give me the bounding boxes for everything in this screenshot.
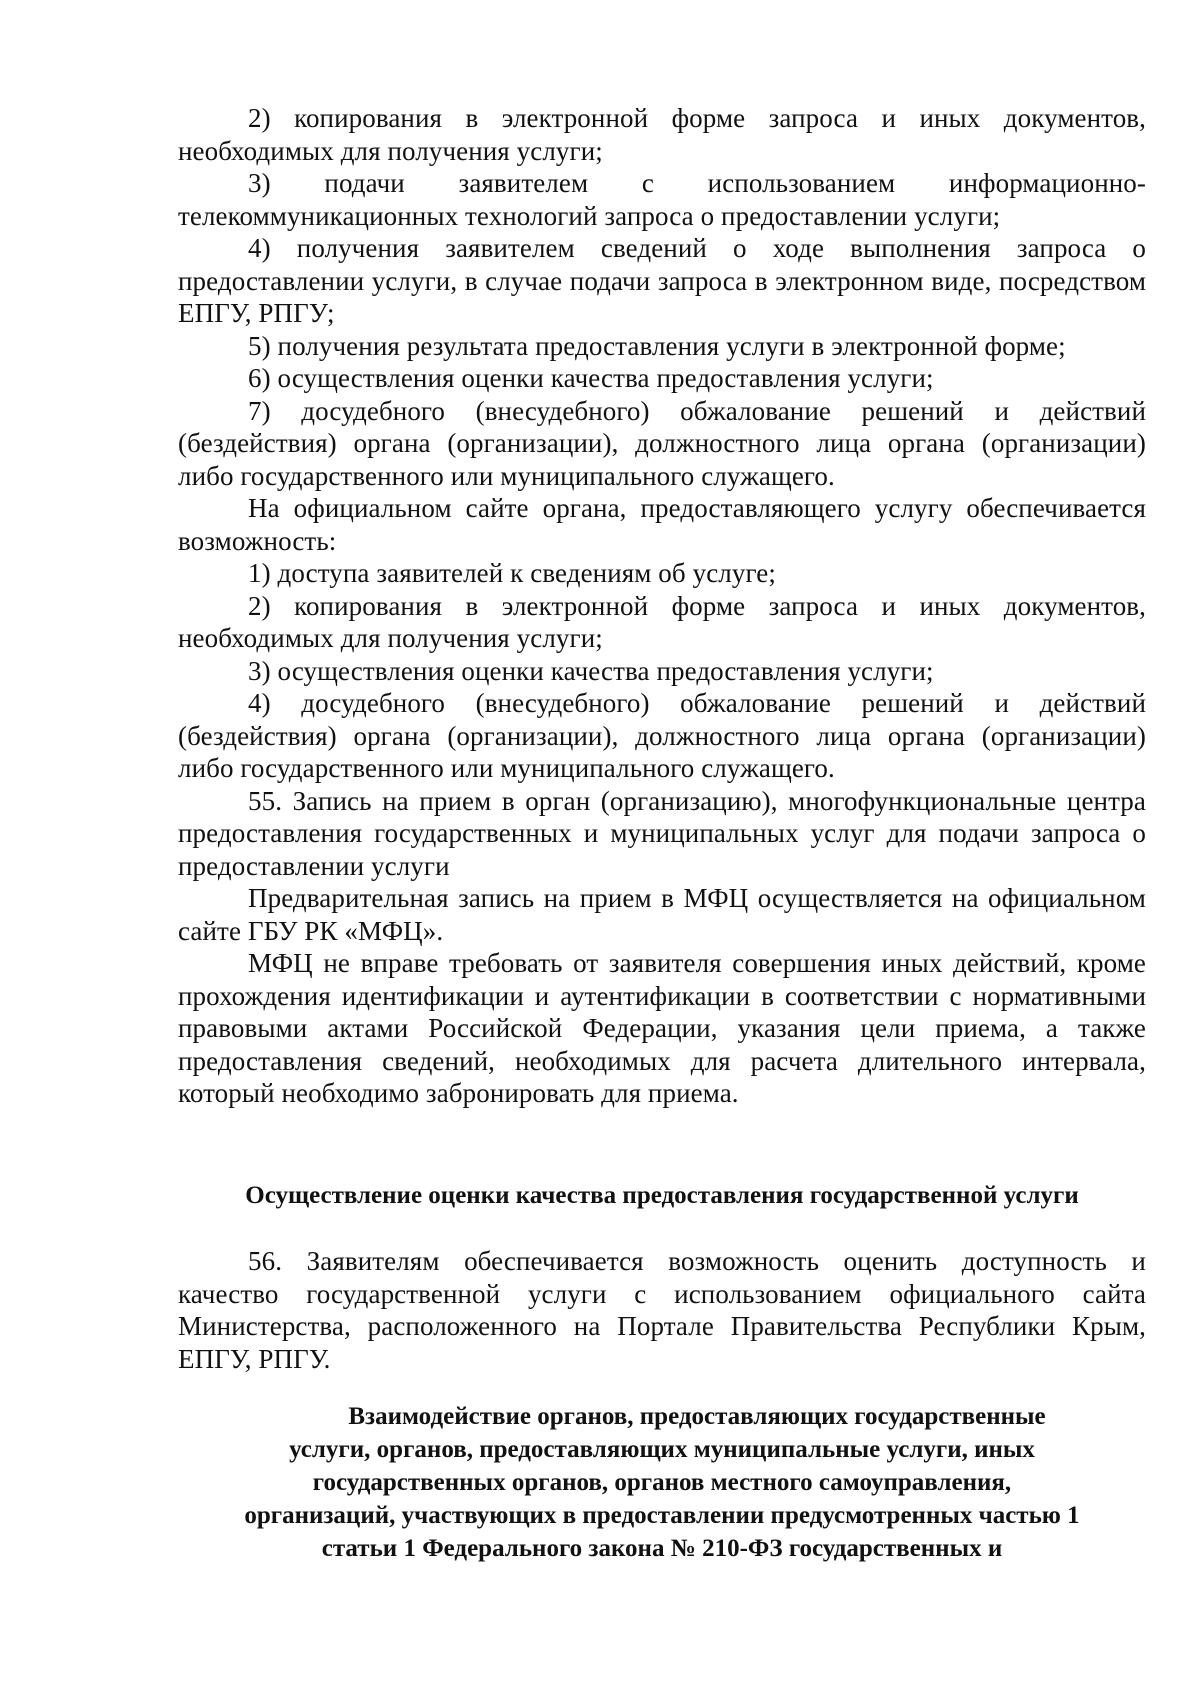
paragraph-site-item-4: 4) досудебного (внесудебного) обжалование решений и действий (бездействия) органа (организации), должностного лица органа (организации) либо государственного или муниципального служащего.	[178, 688, 1146, 783]
paragraph-55-appointment: 55. Запись на прием в орган (организацию), многофункциональные центра предоставления государственных и муниципальных услуг для подачи запроса о предоставлении услуги	[178, 785, 1146, 881]
paragraph-pre-registration: Предварительная запись на прием в МФЦ осуществляется на официальном сайте ГБУ РК «МФЦ».	[178, 883, 1146, 946]
paragraph-site-item-3: 3) осуществления оценки качества предоставления услуги;	[248, 655, 934, 686]
paragraph-56-quality-rating: 56. Заявителям обеспечивается возможность оценить доступность и качество государственной услуги с использованием официального сайта Министерства, расположенного на Портале Правительства Республики Крым, ЕПГУ, РПГУ.	[178, 1246, 1146, 1374]
heading-interaction-line-1: Взаимодействие органов, предоставляющих государственные	[348, 1403, 1046, 1430]
paragraph-site-item-2: 2) копирования в электронной форме запроса и иных документов, необходимых для получения услуги;	[178, 590, 1146, 653]
paragraph-official-site-intro: На официальном сайте органа, предоставляющего услугу обеспечивается возможность:	[178, 493, 1146, 556]
paragraph-item-3-submission: 3) подачи заявителем с использованием информационно-телекоммуникационных технологий запроса о предоставлении услуги;	[178, 168, 1146, 231]
paragraph-mfc-restrictions: МФЦ не вправе требовать от заявителя совершения иных действий, кроме прохождения идентификации и аутентификации в соответствии с нормативными правовыми актами Российской Федерации, указания цели приема, а также предоставления сведений, необходимых для расчета длительного интервала, который необходимо забронировать для приема.	[178, 948, 1146, 1108]
heading-interaction-line-4: организаций, участвующих в предоставлении предусмотренных частью 1	[244, 1502, 1080, 1529]
section-heading-quality-assessment: Осуществление оценки качества предоставления государственной услуги	[245, 1182, 1079, 1209]
paragraph-item-2-copying: 2) копирования в электронной форме запроса и иных документов, необходимых для получения услуги;	[178, 103, 1146, 166]
paragraph-site-item-1: 1) доступа заявителей к сведениям об услуге;	[248, 558, 776, 588]
section-56-block	[178, 1245, 1146, 1375]
heading-interaction-line-3: государственных органов, органов местного самоуправления,	[312, 1469, 1012, 1496]
paragraph-item-5-result: 5) получения результата предоставления услуги в электронной форме;	[248, 330, 1066, 361]
paragraph-item-6-quality: 6) осуществления оценки качества предоставления услуги;	[248, 363, 934, 393]
paragraph-item-7-appeal: 7) досудебного (внесудебного) обжалование решений и действий (бездействия) органа (организации), должностного лица органа (организации) либо государственного или муниципального служащего.	[178, 395, 1146, 491]
body-text-block	[178, 102, 1146, 1110]
heading-interaction-line-5: статьи 1 Федерального закона № 210-ФЗ государственных и	[321, 1535, 1003, 1562]
paragraph-item-4-status: 4) получения заявителем сведений о ходе выполнения запроса о предоставлении услуги, в случае подачи запроса в электронном виде, посредством ЕПГУ, РПГУ;	[178, 233, 1146, 328]
section-heading-interaction	[178, 1400, 1146, 1565]
heading-interaction-line-2: услуги, органов, предоставляющих муниципальные услуги, иных	[289, 1436, 1035, 1463]
